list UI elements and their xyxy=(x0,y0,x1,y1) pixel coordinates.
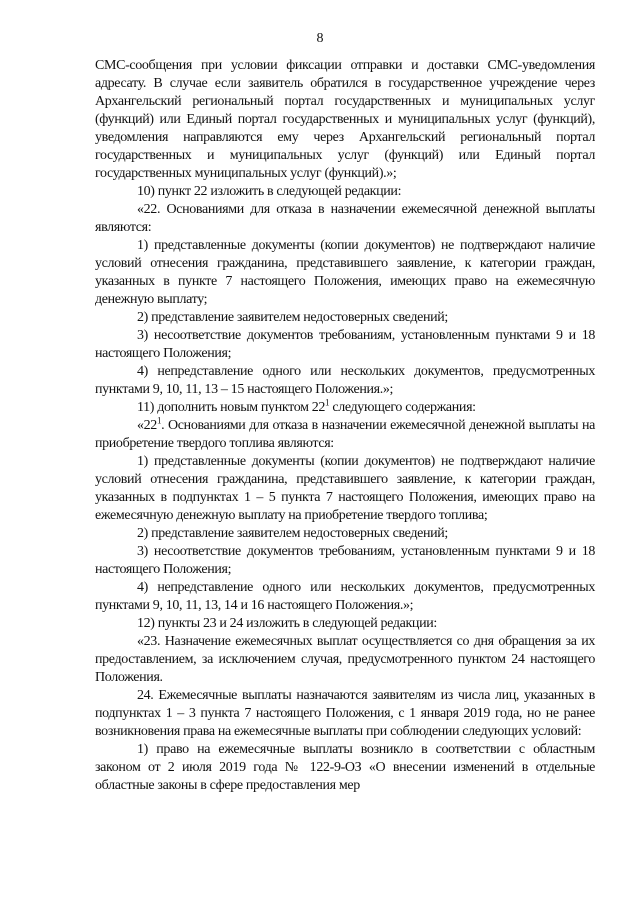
paragraph: «22. Основаниями для отказа в назначении ежемесячной денежной выплаты являются: xyxy=(95,202,595,235)
paragraph-text: . Основаниями для отказа в назначении ежемесячной денежной выплаты на приобретение твердого топлива являются: xyxy=(95,418,595,451)
paragraph: 1) представленные документы (копии документов) не подтверждают наличие условий отнесения гражданина, представившего заявление, к категории граждан, указанных в пункте 7 настоящего Положения, имеющих право на ежемесячную денежную выплату; xyxy=(95,238,595,307)
paragraph: 2) представление заявителем недостоверных сведений; xyxy=(137,526,448,541)
paragraph: 24. Ежемесячные выплаты назначаются заявителям из числа лиц, указанных в подпунктах 1 – 3 пункта 7 настоящего Положения, с 1 января 2019 года, но не ранее возникновения права на ежемесячные выплаты при соблюдении следующих условий: xyxy=(95,688,595,739)
paragraph: 3) несоответствие документов требованиям, установленным пунктами 9 и 18 настоящего Положения; xyxy=(95,544,595,577)
superscript-index: 1 xyxy=(325,397,330,408)
paragraph-text: 11) дополнить новым пунктом 22 xyxy=(137,400,326,415)
paragraph: 4) непредставление одного или нескольких документов, предусмотренных пунктами 9, 10, 11, 13, 14 и 16 настоящего Положения.»; xyxy=(95,580,595,613)
paragraph-text: следующего содержания: xyxy=(329,400,476,415)
paragraph: 10) пункт 22 изложить в следующей редакции: xyxy=(137,184,402,199)
paragraph: 2) представление заявителем недостоверных сведений; xyxy=(137,310,448,325)
paragraph xyxy=(95,399,595,417)
paragraph: 1) право на ежемесячные выплаты возникло в соответствии с областным законом от 2 июля 2019 года № 122-9-ОЗ «О внесении изменений в отдельные областные законы в сфере предоставления мер xyxy=(95,742,595,793)
document-body xyxy=(95,57,595,795)
paragraph xyxy=(95,417,595,453)
paragraph: «23. Назначение ежемесячных выплат осуществляется со дня обращения за их предоставлением, за исключением случая, предусмотренного пунктом 24 настоящего Положения. xyxy=(95,634,595,685)
page-number: 8 xyxy=(316,31,324,46)
paragraph: СМС-сообщения при условии фиксации отправки и доставки СМС-уведомления адресату. В случае если заявитель обратился в государственное учреждение через Архангельский региональный портал государственных и муниципальных услуг (функций) или Единый портал государственных и муниципальных услуг (функций), уведомления направляются ему через Архангельский региональный портал государственных и муниципальных услуг (функций) или Единый портал государственных муниципальных услуг (функций).»; xyxy=(95,58,595,181)
paragraph: 12) пункты 23 и 24 изложить в следующей редакции: xyxy=(137,616,437,631)
paragraph-text: «22 xyxy=(137,418,157,433)
paragraph: 3) несоответствие документов требованиям, установленным пунктами 9 и 18 настоящего Положения; xyxy=(95,328,595,361)
paragraph: 1) представленные документы (копии документов) не подтверждают наличие условий отнесения гражданина, представившего заявление, к категории граждан, указанных в подпунктах 1 – 5 пункта 7 настоящего Положения, имеющих право на ежемесячную денежную выплату на приобретение твердого топлива; xyxy=(95,454,595,523)
paragraph: 4) непредставление одного или нескольких документов, предусмотренных пунктами 9, 10, 11, 13 – 15 настоящего Положения.»; xyxy=(95,364,595,397)
superscript-index: 1 xyxy=(156,415,162,426)
